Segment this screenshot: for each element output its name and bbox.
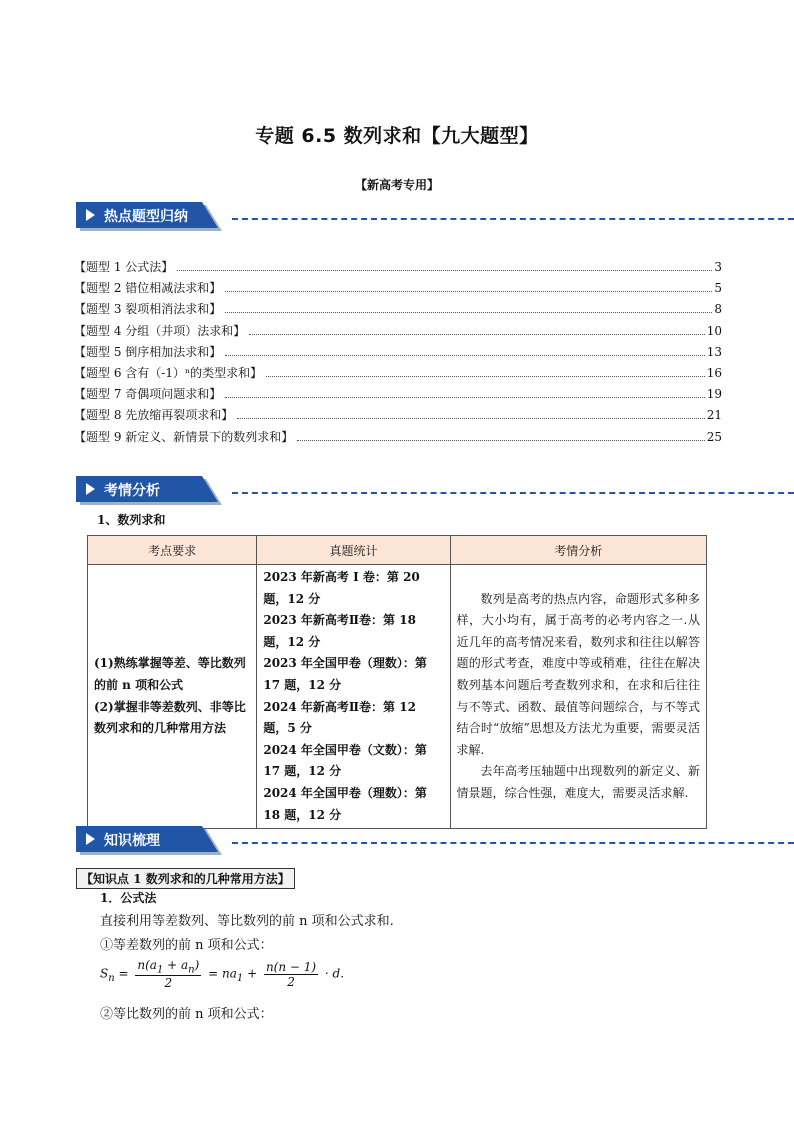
table-of-contents xyxy=(74,258,722,449)
table-row xyxy=(88,565,707,829)
dashed-divider xyxy=(232,842,794,844)
requirement-item: (2)掌握非等差数列、非等比数列求和的几种常用方法 xyxy=(94,699,246,736)
stat-item: 2024 年全国甲卷（理数）：第 18 题，12 分 xyxy=(263,785,427,822)
toc-item[interactable] xyxy=(74,385,722,406)
stats-cell xyxy=(257,565,450,829)
play-arrow-icon xyxy=(86,483,95,495)
toc-item[interactable] xyxy=(74,364,722,385)
table-header: 考点要求 xyxy=(88,536,257,565)
toc-page: 19 xyxy=(706,387,722,402)
stat-item: 2023 年新高考Ⅱ卷：第 18 题，12 分 xyxy=(263,613,416,649)
formula-fraction: $\frac{n(n - 1)}{2}$ xyxy=(265,959,317,989)
toc-leader xyxy=(249,334,704,335)
toc-label: 【题型 4 分组（并项）法求和】 xyxy=(74,323,246,338)
toc-label: 【题型 5 倒序相加法求和】 xyxy=(74,344,222,359)
toc-item[interactable] xyxy=(74,258,722,279)
play-arrow-icon xyxy=(86,833,95,845)
page-title: 专题 6.5 数列求和【九大题型】 xyxy=(255,125,539,147)
toc-label: 【题型 7 奇偶项问题求和】 xyxy=(74,387,222,402)
banner-hot-topics xyxy=(76,202,756,228)
toc-item[interactable] xyxy=(74,300,722,321)
toc-label: 【题型 1 公式法】 xyxy=(74,260,174,274)
toc-label: 【题型 9 新定义、新情景下的数列求和】 xyxy=(74,429,294,444)
toc-item[interactable] xyxy=(74,343,722,364)
dashed-divider xyxy=(232,218,794,220)
requirement-item: (1)熟练掌握等差、等比数列的前 n 项和公式 xyxy=(94,656,246,692)
stat-item: 2023 年全国甲卷（理数）：第 17 题，12 分 xyxy=(263,656,427,692)
analysis-cell xyxy=(450,565,706,829)
toc-page: 3 xyxy=(714,260,722,274)
toc-page: 13 xyxy=(706,344,722,359)
toc-label: 【题型 6 含有（-1）ⁿ的类型求和】 xyxy=(74,365,263,380)
toc-label: 【题型 3 裂项相消法求和】 xyxy=(74,302,222,317)
table-header: 真题统计 xyxy=(257,536,450,565)
toc-leader xyxy=(237,418,704,419)
stat-item: 2023 年新高考 I 卷：第 20 题，12 分 xyxy=(263,570,420,606)
toc-leader xyxy=(266,376,705,377)
page-subtitle: 【新高考专用】 xyxy=(354,178,439,192)
toc-page: 5 xyxy=(714,281,722,296)
stat-item: 2024 年新高考Ⅱ卷：第 12 题，5 分 xyxy=(263,699,416,736)
toc-leader xyxy=(225,312,712,313)
banner-label: 知识梳理 xyxy=(104,833,160,849)
toc-page: 10 xyxy=(706,323,722,338)
exam-analysis-table xyxy=(87,535,707,829)
method-heading: 1．公式法 xyxy=(100,891,157,905)
toc-leader xyxy=(297,440,704,441)
banner-analysis xyxy=(76,476,756,502)
toc-item[interactable] xyxy=(74,428,722,449)
body-text: ①等差数列的前 n 项和公式： xyxy=(100,938,273,953)
table-header-row xyxy=(88,536,707,565)
toc-label: 【题型 8 先放缩再裂项求和】 xyxy=(74,408,234,423)
toc-leader xyxy=(225,291,712,292)
banner-label: 热点题型归纳 xyxy=(104,209,188,225)
stat-item: 2024 年全国甲卷（文数）：第 17 题，12 分 xyxy=(263,742,427,779)
play-arrow-icon xyxy=(86,209,95,221)
toc-leader xyxy=(225,397,704,398)
analysis-paragraph: 数列是高考的热点内容，命题形式多种多样，大小均有，属于高考的必考内容之一.从近几年的高考情况来看，数列求和往往以解答题的形式考查，难度中等或稍难，往往在解决数列基本问题后考查数列求和，在求和后往往与不等式、函数、最值等问题综合，与不等式结合时“放缩”思想及方法尤为重要，需要灵活求解. xyxy=(456,591,700,757)
toc-page: 8 xyxy=(714,302,722,317)
analysis-paragraph: 去年高考压轴题中出现数列的新定义、新情景题，综合性强，难度大，需要灵活求解. xyxy=(456,764,700,800)
toc-item[interactable] xyxy=(74,279,722,300)
body-text: 直接利用等差数列、等比数列的前 n 项和公式求和. xyxy=(100,914,394,929)
toc-leader xyxy=(177,270,712,271)
formula-fraction: $\frac{n(a_1 + a_n)}{2}$ xyxy=(137,958,200,991)
toc-leader xyxy=(225,355,704,356)
knowledge-point-title: 【知识点 1 数列求和的几种常用方法】 xyxy=(76,868,295,889)
toc-item[interactable] xyxy=(74,406,722,427)
dashed-divider xyxy=(232,492,794,494)
toc-page: 16 xyxy=(706,365,722,380)
toc-item[interactable] xyxy=(74,322,722,343)
requirements-cell xyxy=(88,565,257,829)
section-heading: 1、数列求和 xyxy=(97,513,166,527)
table-header: 考情分析 xyxy=(450,536,706,565)
arithmetic-sum-formula: $S_n$ = $\frac{n(a_1 + a_n)}{2}$ = $na_1$ + $\frac{n(n - 1)}{2}$ · d. xyxy=(100,958,345,991)
toc-label: 【题型 2 错位相减法求和】 xyxy=(74,281,222,296)
toc-page: 25 xyxy=(706,429,722,444)
toc-page: 21 xyxy=(706,408,722,423)
banner-label: 考情分析 xyxy=(104,483,160,499)
banner-knowledge xyxy=(76,826,756,852)
body-text: ②等比数列的前 n 项和公式： xyxy=(100,1007,273,1022)
